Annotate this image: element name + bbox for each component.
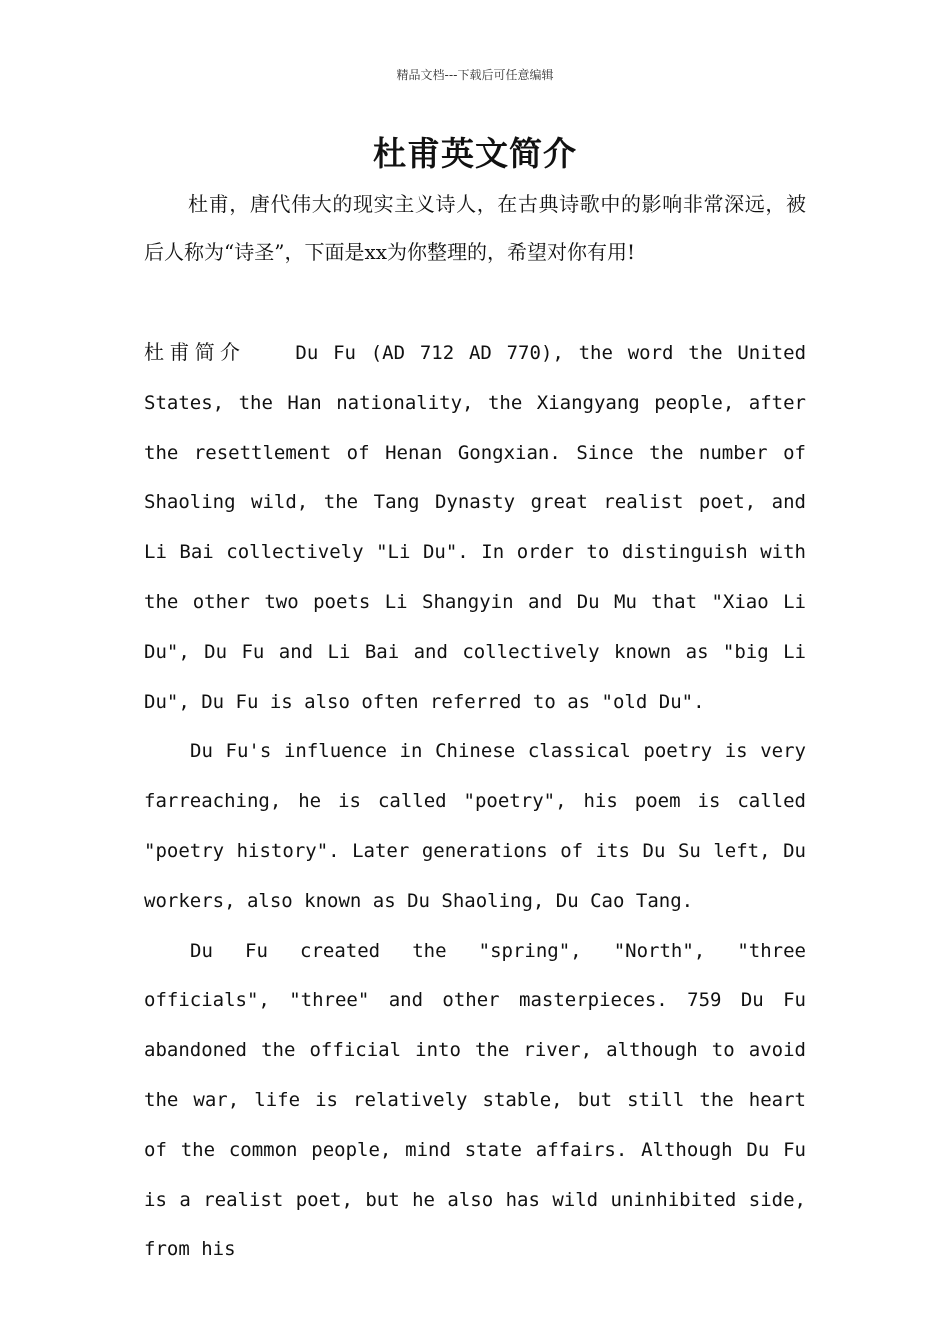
paragraph-3: Du Fu created the "spring", "North", "three officials", "three" and other masterpieces. 759 Du Fu abandoned the official into the river, although to avoid the war, life is relatively stable, but still the heart of the common people, mind state affairs. Although Du Fu is a realist poet, but he also has wild uninhibited side, from his — [144, 939, 806, 1261]
header-note: 精品文档---下载后可任意编辑 — [396, 68, 554, 82]
paragraph-1-text: Du Fu (AD 712 AD 770), the word the United States, the Han nationality, the Xiangyang people, after the resettlement of Henan Gongxian. Since the number of Shaoling wild, the Tang Dynasty great realist poet, and Li Bai collectively "Li Du". In order to distinguish with the other two poets Li Shangyin and Du Mu that "Xiao Li Du", Du Fu and Li Bai and collectively known as "big Li Du", Du Fu is also often referred to as "old Du". — [144, 342, 807, 713]
paragraph-1 — [144, 328, 806, 727]
section-label: 杜甫简介 — [144, 340, 246, 364]
intro-paragraph: 杜甫，唐代伟大的现实主义诗人，在古典诗歌中的影响非常深远，被后人称为“诗圣”，下面是xx为你整理的，希望对你有用! — [144, 192, 806, 264]
document-title: 杜甫英文简介 — [373, 134, 577, 173]
document-body — [144, 328, 806, 1275]
paragraph-2: Du Fu's influence in Chinese classical poetry is very farreaching, he is called "poetry", his poem is called "poetry history". Later generations of its Du Su left, Du workers, also known as Du Shaoling, Du Cao Tang. — [144, 740, 806, 912]
